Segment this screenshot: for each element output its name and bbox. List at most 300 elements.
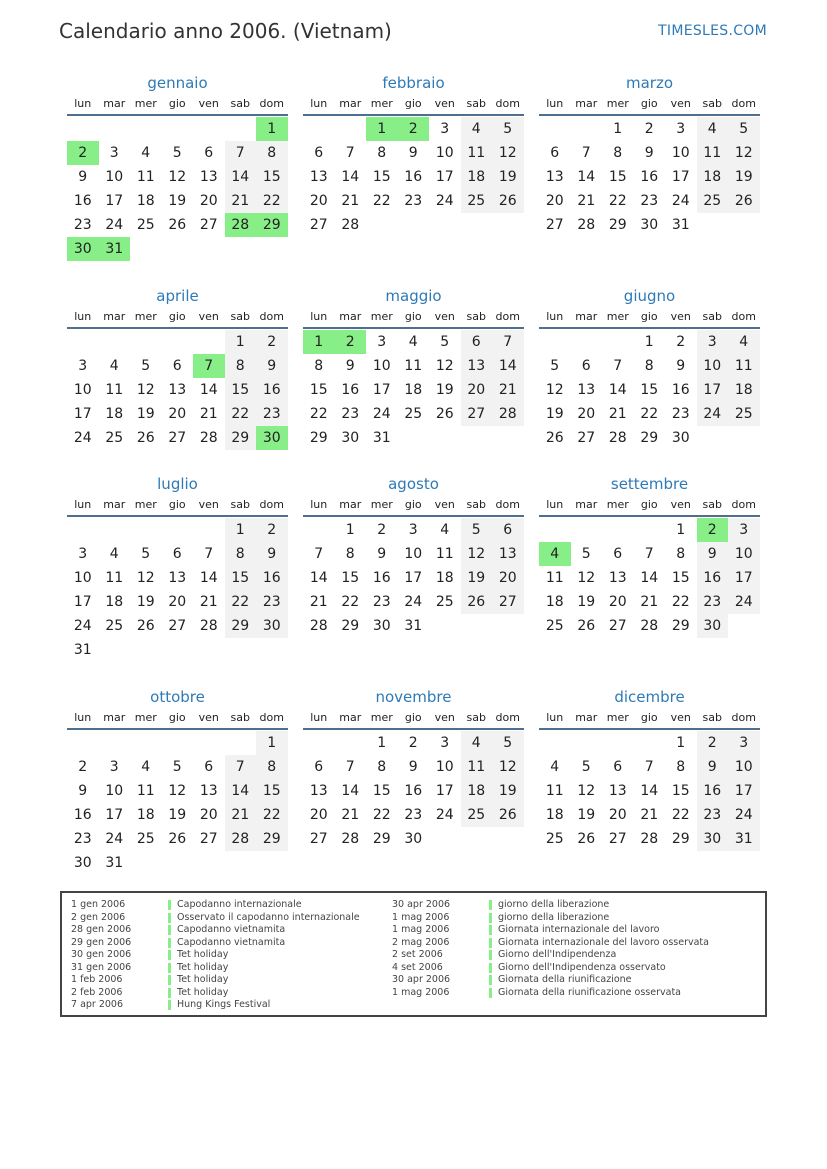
day-cell: 14 [341, 169, 360, 185]
day-cell: 4 [109, 546, 119, 562]
weekday-header [303, 497, 524, 517]
legend-item [392, 949, 709, 962]
empty-cell [99, 330, 131, 354]
holiday-marker-icon [489, 975, 492, 985]
day-cell: 31 [671, 217, 690, 233]
day-cell: 10 [728, 542, 760, 566]
day-cell: 29 [309, 430, 328, 446]
day-cell: 30 [697, 827, 729, 851]
legend-date: 30 apr 2006 [392, 899, 451, 910]
day-cell: 7 [613, 358, 623, 374]
day-cell: 6 [461, 330, 493, 354]
day-cell: 6 [613, 759, 623, 775]
empty-cell [162, 117, 194, 141]
day-cell: 23 [256, 402, 288, 426]
day-cell: 14 [492, 354, 524, 378]
holiday-marker-icon [168, 900, 171, 910]
day-cell: 1 [345, 522, 355, 538]
day-cell: 9 [345, 358, 355, 374]
legend-holiday-name: Capodanno vietnamita [177, 936, 286, 948]
weekday-header [539, 497, 760, 517]
weekday-label: sab [702, 97, 722, 110]
day-cell: 11 [545, 783, 564, 799]
day-cell: 17 [372, 382, 391, 398]
holiday-marker-icon [168, 988, 171, 998]
legend-item [71, 949, 360, 962]
day-cell: 16 [73, 193, 92, 209]
day-cell: 24 [73, 430, 92, 446]
day-cell: 7 [644, 759, 654, 775]
day-cell: 6 [314, 145, 324, 161]
weekday-label: mer [606, 97, 629, 110]
month-name: aprile [156, 287, 199, 305]
weekday-label: lun [74, 498, 92, 511]
day-cell: 27 [309, 217, 328, 233]
empty-cell [162, 330, 194, 354]
day-cell: 16 [73, 807, 92, 823]
holiday-day-cell: 2 [398, 117, 430, 141]
day-cell: 4 [141, 145, 151, 161]
legend-holiday-name: Giornata della riunificazione osservata [498, 986, 681, 998]
day-cell: 26 [577, 618, 596, 634]
weekday-label: dom [731, 97, 756, 110]
day-cell: 16 [404, 783, 423, 799]
day-cell: 16 [256, 566, 288, 590]
day-cell: 1 [225, 330, 257, 354]
day-cell: 1 [256, 731, 288, 755]
legend-date: 31 gen 2006 [71, 961, 132, 973]
day-cell: 21 [225, 803, 257, 827]
holiday-day-cell: 7 [193, 354, 225, 378]
empty-cell [335, 117, 367, 141]
day-cell: 5 [461, 518, 493, 542]
day-cell: 15 [225, 566, 257, 590]
day-cell: 28 [199, 618, 218, 634]
day-cell: 10 [372, 358, 391, 374]
day-cell: 19 [168, 193, 187, 209]
holiday-marker-icon [489, 963, 492, 973]
day-cell: 2 [256, 330, 288, 354]
day-cell: 5 [581, 759, 591, 775]
day-cell: 3 [78, 546, 88, 562]
day-cell: 19 [168, 807, 187, 823]
weekday-header [67, 497, 288, 517]
day-cell: 9 [78, 169, 88, 185]
day-cell: 17 [435, 783, 454, 799]
day-cell: 5 [141, 358, 151, 374]
legend-holiday-name: Tet holiday [177, 949, 229, 960]
day-cell: 24 [404, 594, 423, 610]
legend-date: 1 mag 2006 [392, 911, 450, 923]
day-cell: 6 [172, 546, 182, 562]
day-cell: 15 [225, 378, 257, 402]
month-name: dicembre [614, 688, 685, 706]
day-cell: 28 [341, 831, 360, 847]
empty-cell [99, 518, 131, 542]
day-cell: 13 [199, 169, 218, 185]
weekday-label: mar [103, 711, 126, 724]
weekday-label: ven [434, 310, 455, 323]
day-cell: 1 [613, 121, 623, 137]
day-cell: 29 [671, 831, 690, 847]
day-cell: 21 [199, 406, 218, 422]
weekday-header [303, 96, 524, 116]
day-cell: 23 [341, 406, 360, 422]
day-cell: 5 [172, 759, 182, 775]
weekday-header [539, 96, 760, 116]
day-cell: 9 [697, 755, 729, 779]
day-cell: 14 [225, 165, 257, 189]
empty-cell [130, 117, 162, 141]
day-cell: 6 [172, 358, 182, 374]
empty-cell [162, 518, 194, 542]
day-cell: 24 [105, 831, 124, 847]
day-cell: 29 [256, 827, 288, 851]
weekday-label: gio [640, 97, 658, 110]
day-cell: 17 [73, 406, 92, 422]
day-cell: 31 [73, 642, 92, 658]
legend-item [392, 937, 709, 950]
day-cell: 13 [309, 783, 328, 799]
day-cell: 26 [728, 189, 760, 213]
day-cell: 3 [109, 145, 119, 161]
weekday-label: gio [404, 310, 422, 323]
day-cell: 17 [671, 169, 690, 185]
day-cell: 3 [728, 518, 760, 542]
legend-date: 28 gen 2006 [71, 924, 132, 935]
day-cell: 23 [697, 803, 729, 827]
weekday-label: sab [466, 310, 486, 323]
day-cell: 25 [105, 618, 124, 634]
day-cell: 2 [78, 759, 88, 775]
day-cell: 1 [676, 522, 686, 538]
day-cell: 23 [404, 807, 423, 823]
day-cell: 15 [608, 169, 627, 185]
legend-date: 7 apr 2006 [71, 999, 124, 1010]
month-luglio [67, 474, 288, 662]
day-cell: 16 [697, 566, 729, 590]
weekday-label: ven [198, 711, 219, 724]
day-cell: 11 [136, 169, 155, 185]
day-cell: 13 [545, 169, 564, 185]
day-cell: 20 [545, 193, 564, 209]
day-grid [303, 518, 524, 638]
day-cell: 30 [341, 430, 360, 446]
day-cell: 12 [136, 382, 155, 398]
day-cell: 25 [404, 406, 423, 422]
day-cell: 11 [728, 354, 760, 378]
day-cell: 31 [728, 827, 760, 851]
legend-column-left [71, 899, 360, 1012]
weekday-label: mer [370, 310, 393, 323]
legend-item [71, 987, 360, 1000]
weekday-label: mer [606, 711, 629, 724]
day-cell: 9 [676, 358, 686, 374]
day-cell: 4 [697, 117, 729, 141]
day-cell: 3 [440, 121, 450, 137]
day-cell: 23 [640, 193, 659, 209]
day-cell: 16 [404, 169, 423, 185]
day-cell: 9 [644, 145, 654, 161]
weekday-label: ven [670, 711, 691, 724]
day-cell: 10 [435, 759, 454, 775]
weekday-label: sab [702, 310, 722, 323]
holiday-day-cell: 30 [256, 426, 288, 450]
weekday-label: mer [134, 97, 157, 110]
day-cell: 31 [372, 430, 391, 446]
day-cell: 13 [309, 169, 328, 185]
day-cell: 3 [78, 358, 88, 374]
day-cell: 25 [545, 618, 564, 634]
day-cell: 13 [199, 783, 218, 799]
day-cell: 2 [676, 334, 686, 350]
weekday-header [67, 309, 288, 329]
day-cell: 18 [545, 594, 564, 610]
weekday-label: mar [103, 498, 126, 511]
weekday-label: mer [134, 711, 157, 724]
day-cell: 8 [676, 546, 686, 562]
day-cell: 27 [168, 430, 187, 446]
day-cell: 18 [435, 570, 454, 586]
legend-column-right [392, 899, 709, 999]
legend-item [71, 912, 360, 925]
day-cell: 13 [168, 382, 187, 398]
day-cell: 8 [613, 145, 623, 161]
legend-holiday-name: Giornata internazionale del lavoro osservata [498, 936, 709, 948]
weekday-label: mar [103, 310, 126, 323]
day-cell: 11 [461, 141, 493, 165]
weekday-label: lun [74, 97, 92, 110]
day-cell: 15 [372, 783, 391, 799]
day-cell: 20 [168, 406, 187, 422]
empty-cell [67, 731, 99, 755]
day-cell: 9 [377, 546, 387, 562]
day-cell: 8 [314, 358, 324, 374]
day-cell: 27 [608, 831, 627, 847]
empty-cell [539, 731, 571, 755]
day-cell: 12 [492, 755, 524, 779]
month-name: gennaio [147, 74, 208, 92]
day-cell: 18 [697, 165, 729, 189]
legend-date: 30 apr 2006 [392, 974, 451, 985]
day-cell: 10 [73, 382, 92, 398]
brand-link[interactable]: TIMESLES.COM [658, 23, 767, 39]
day-cell: 9 [408, 145, 418, 161]
day-cell: 4 [461, 117, 493, 141]
day-cell: 14 [309, 570, 328, 586]
day-cell: 13 [608, 570, 627, 586]
day-cell: 10 [73, 570, 92, 586]
day-cell: 25 [461, 803, 493, 827]
holiday-day-cell: 29 [256, 213, 288, 237]
day-cell: 1 [644, 334, 654, 350]
weekday-label: mar [575, 711, 598, 724]
legend-item [392, 974, 709, 987]
month-settembre [539, 474, 760, 638]
day-cell: 8 [345, 546, 355, 562]
day-cell: 17 [435, 169, 454, 185]
day-cell: 11 [545, 570, 564, 586]
month-novembre [303, 687, 524, 851]
day-grid [539, 330, 760, 450]
day-cell: 27 [309, 831, 328, 847]
holiday-day-cell: 1 [366, 117, 398, 141]
day-cell: 12 [545, 382, 564, 398]
legend-holiday-name: giorno della liberazione [498, 911, 610, 923]
day-cell: 9 [256, 542, 288, 566]
day-cell: 21 [640, 594, 659, 610]
month-marzo [539, 73, 760, 237]
weekday-label: lun [310, 498, 328, 511]
day-cell: 10 [728, 755, 760, 779]
day-cell: 19 [577, 594, 596, 610]
weekday-label: ven [198, 310, 219, 323]
empty-cell [571, 518, 603, 542]
day-cell: 6 [581, 358, 591, 374]
day-cell: 5 [492, 731, 524, 755]
day-cell: 14 [199, 570, 218, 586]
day-cell: 21 [640, 807, 659, 823]
holiday-day-cell: 2 [67, 141, 99, 165]
weekday-label: sab [230, 711, 250, 724]
empty-cell [303, 117, 335, 141]
legend-item [71, 937, 360, 950]
day-cell: 29 [372, 831, 391, 847]
day-cell: 22 [256, 189, 288, 213]
day-cell: 31 [105, 855, 124, 871]
day-cell: 17 [73, 594, 92, 610]
day-cell: 8 [676, 759, 686, 775]
day-cell: 25 [136, 217, 155, 233]
day-cell: 8 [644, 358, 654, 374]
empty-cell [634, 518, 666, 542]
empty-cell [539, 117, 571, 141]
legend-item [392, 962, 709, 975]
day-cell: 3 [697, 330, 729, 354]
day-cell: 7 [492, 330, 524, 354]
weekday-label: sab [230, 310, 250, 323]
day-cell: 8 [377, 759, 387, 775]
month-dicembre [539, 687, 760, 851]
day-cell: 20 [577, 406, 596, 422]
day-cell: 23 [372, 594, 391, 610]
day-cell: 22 [608, 193, 627, 209]
day-cell: 10 [105, 783, 124, 799]
weekday-label: gio [404, 97, 422, 110]
holiday-day-cell: 28 [225, 213, 257, 237]
day-cell: 30 [372, 618, 391, 634]
holiday-legend [60, 891, 767, 1017]
weekday-label: lun [546, 97, 564, 110]
day-cell: 4 [550, 759, 560, 775]
day-cell: 15 [372, 169, 391, 185]
day-cell: 18 [404, 382, 423, 398]
day-cell: 22 [256, 803, 288, 827]
day-grid [303, 731, 524, 851]
weekday-header [67, 710, 288, 730]
day-cell: 30 [640, 217, 659, 233]
weekday-label: mer [606, 310, 629, 323]
day-cell: 6 [550, 145, 560, 161]
day-cell: 6 [204, 145, 214, 161]
day-cell: 9 [78, 783, 88, 799]
day-cell: 3 [109, 759, 119, 775]
weekday-label: sab [466, 711, 486, 724]
weekday-label: lun [546, 310, 564, 323]
weekday-label: ven [670, 310, 691, 323]
day-cell: 11 [461, 755, 493, 779]
empty-cell [602, 518, 634, 542]
day-cell: 4 [440, 522, 450, 538]
weekday-label: sab [702, 498, 722, 511]
day-cell: 23 [256, 590, 288, 614]
holiday-day-cell: 31 [99, 237, 131, 261]
day-cell: 8 [225, 542, 257, 566]
legend-date: 30 gen 2006 [71, 949, 132, 960]
day-cell: 19 [136, 594, 155, 610]
day-grid [539, 731, 760, 851]
weekday-label: dom [259, 310, 284, 323]
weekday-label: gio [640, 711, 658, 724]
day-cell: 19 [492, 779, 524, 803]
day-cell: 6 [492, 518, 524, 542]
weekday-header [303, 309, 524, 329]
day-cell: 3 [676, 121, 686, 137]
day-cell: 28 [225, 827, 257, 851]
day-cell: 12 [492, 141, 524, 165]
day-cell: 12 [461, 542, 493, 566]
day-cell: 19 [728, 165, 760, 189]
legend-item [392, 924, 709, 937]
day-cell: 10 [105, 169, 124, 185]
day-cell: 27 [168, 618, 187, 634]
day-cell: 28 [640, 618, 659, 634]
month-name: ottobre [150, 688, 205, 706]
day-cell: 20 [461, 378, 493, 402]
day-cell: 15 [640, 382, 659, 398]
day-cell: 24 [435, 193, 454, 209]
day-cell: 18 [105, 594, 124, 610]
empty-cell [130, 731, 162, 755]
day-cell: 11 [697, 141, 729, 165]
day-cell: 12 [577, 783, 596, 799]
weekday-label: ven [198, 97, 219, 110]
legend-holiday-name: Giornata della riunificazione [498, 974, 632, 985]
day-cell: 18 [105, 406, 124, 422]
weekday-label: mar [575, 498, 598, 511]
weekday-label: dom [495, 711, 520, 724]
day-cell: 12 [435, 358, 454, 374]
day-cell: 21 [341, 807, 360, 823]
empty-cell [162, 731, 194, 755]
day-cell: 21 [309, 594, 328, 610]
weekday-label: lun [310, 711, 328, 724]
holiday-marker-icon [489, 988, 492, 998]
day-cell: 1 [225, 518, 257, 542]
day-cell: 4 [141, 759, 151, 775]
legend-date: 1 mag 2006 [392, 986, 450, 998]
weekday-label: sab [230, 97, 250, 110]
day-cell: 5 [550, 358, 560, 374]
legend-holiday-name: Capodanno vietnamita [177, 924, 286, 935]
day-cell: 13 [577, 382, 596, 398]
day-cell: 29 [341, 618, 360, 634]
day-cell: 18 [545, 807, 564, 823]
day-cell: 14 [199, 382, 218, 398]
legend-item [392, 899, 709, 912]
holiday-day-cell: 1 [256, 117, 288, 141]
day-cell: 10 [435, 145, 454, 161]
